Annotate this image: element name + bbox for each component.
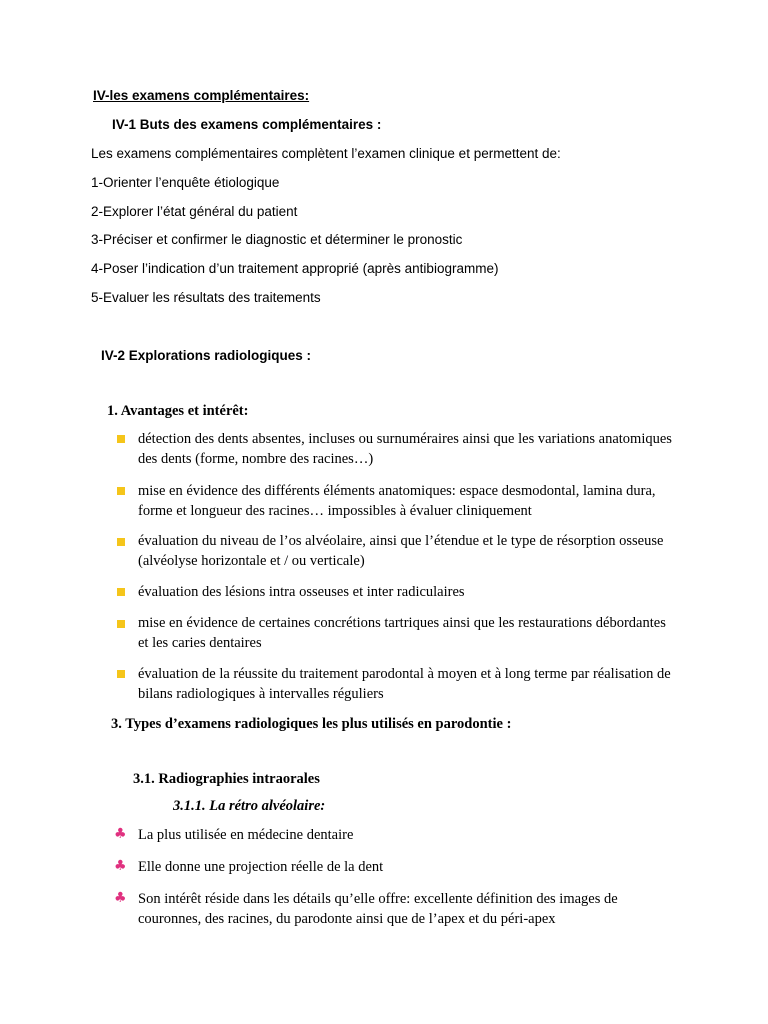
avantages-title: 1. Avantages et intérêt:: [107, 403, 249, 419]
avantages-item: évaluation de la réussite du traitement parodontal à moyen et à long terme par réalisation de bilans radiologiques à intervalles réguliers: [138, 666, 671, 702]
square-bullet-icon: [117, 620, 125, 628]
square-bullet-icon: [117, 487, 125, 495]
section-iv-title: IV-les examens complémentaires:: [93, 88, 310, 103]
goal-item: 2-Explorer l’état général du patient: [91, 204, 298, 219]
types-subsection-title: 3.1. Radiographies intraorales: [133, 771, 320, 787]
types-subsubsection-title: 3.1.1. La rétro alvéolaire:: [173, 798, 326, 814]
square-bullet-icon: [117, 538, 125, 546]
square-bullet-icon: [117, 435, 125, 443]
club-bullet-icon: ♣: [114, 858, 127, 874]
section-iv-1-title: IV-1 Buts des examens complémentaires :: [112, 117, 382, 132]
types-item: Son intérêt réside dans les détails qu’elle offre: excellente définition des images de couronnes, des racines, du parodonte ainsi que de l’apex et du péri-apex: [138, 891, 618, 927]
goal-item: 3-Préciser et confirmer le diagnostic et déterminer le pronostic: [91, 232, 463, 247]
avantages-item: évaluation du niveau de l’os alvéolaire, ainsi que l’étendue et le type de résorption osseuse (alvéolyse horizontale et / ou verticale): [138, 533, 664, 569]
square-bullet-icon: [117, 670, 125, 678]
avantages-item: évaluation des lésions intra osseuses et inter radiculaires: [138, 584, 465, 600]
section-iv-2-title: IV-2 Explorations radiologiques :: [101, 348, 312, 363]
goal-item: 1-Orienter l’enquête étiologique: [91, 175, 280, 190]
club-bullet-icon: ♣: [114, 890, 127, 906]
avantages-item: détection des dents absentes, incluses ou surnuméraires ainsi que les variations anatomiques des dents (forme, nombre des racines…): [138, 431, 672, 467]
section-iv-1-intro: Les examens complémentaires complètent l’examen clinique et permettent de:: [91, 146, 561, 161]
goal-item: 5-Evaluer les résultats des traitements: [91, 290, 321, 305]
square-bullet-icon: [117, 588, 125, 596]
types-title: 3. Types d’examens radiologiques les plus utilisés en parodontie :: [111, 716, 512, 732]
avantages-item: mise en évidence de certaines concrétions tartriques ainsi que les restaurations débordantes et les caries dentaires: [138, 615, 666, 651]
goal-item: 4-Poser l’indication d’un traitement approprié (après antibiogramme): [91, 261, 499, 276]
club-bullet-icon: ♣: [114, 826, 127, 842]
types-item: Elle donne une projection réelle de la dent: [138, 859, 384, 875]
types-item: La plus utilisée en médecine dentaire: [138, 827, 354, 843]
avantages-item: mise en évidence des différents éléments anatomiques: espace desmodontal, lamina dura, forme et longueur des racines… impossibles à évaluer cliniquement: [138, 483, 656, 519]
